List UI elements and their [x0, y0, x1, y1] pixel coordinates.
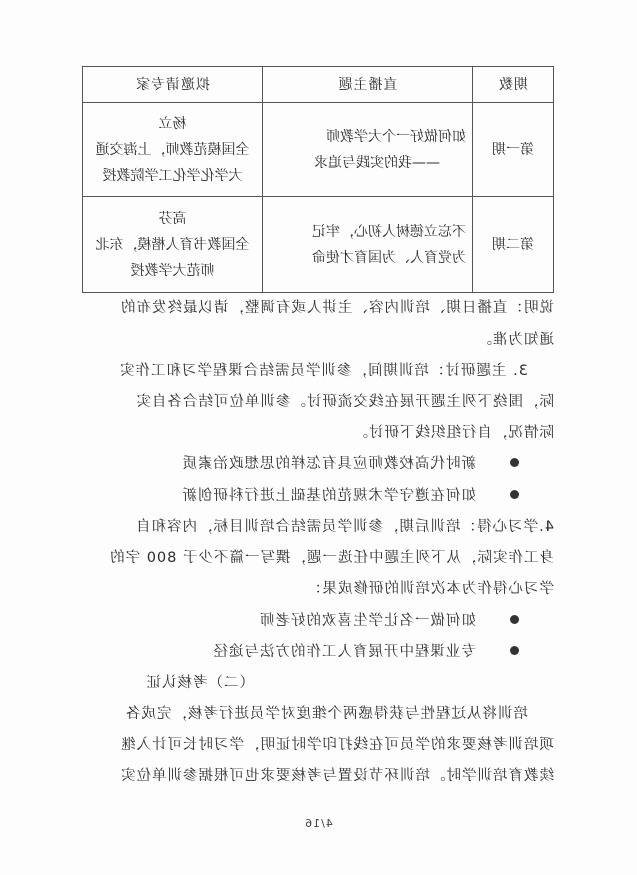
table-row	[83, 197, 554, 293]
topic-line: 如何做好一个大学教师	[326, 128, 466, 145]
essay-topic: 如何做一名让学生喜欢的好老师	[259, 613, 476, 629]
topic-line: ——我的实践与追求	[314, 154, 440, 171]
experts-cell	[83, 103, 263, 197]
list-item	[79, 609, 519, 630]
period-cell: 第一期	[473, 103, 554, 197]
section-heading: （二）考核认证	[145, 675, 254, 691]
live-schedule-table	[82, 66, 554, 293]
schedule-note-line: 说明：直播日期、培训内容、主讲人或有调整，请以最终发布的	[120, 300, 554, 316]
table-row	[83, 103, 554, 197]
expert-title: 师范大学教授	[130, 262, 215, 279]
reflection-paragraph-line: 身工作实际，从下列主题中任选一题，撰写一篇不少于 800 字的	[109, 550, 554, 566]
discussion-paragraph-line: 3. 主题研讨：培训期间，参训学员需结合课程学习和工作实	[119, 363, 528, 379]
expert-name: 杨立	[158, 115, 187, 132]
experts-cell	[83, 197, 263, 293]
assessment-paragraph-line: 项培训考核要求的学员可在线打印学时证明，学习时长可计入继	[120, 737, 554, 753]
header-topic: 直播主题	[263, 67, 473, 103]
assessment-paragraph-line: 续教育培训学时。培训环节设置与考核要求也可根据参训单位实	[120, 768, 554, 784]
header-period: 期数	[473, 67, 554, 103]
discussion-paragraph-line: 际，围绕下列主题开展在线交流研讨。参训单位可结合各自实	[135, 394, 554, 410]
bullet-icon	[510, 490, 519, 499]
bullet-icon	[510, 458, 519, 467]
assessment-paragraph-line: 培训将从过程性与获得感两个维度对学员进行考核，完成各	[125, 706, 528, 722]
period-cell: 第二期	[473, 197, 554, 293]
list-item	[79, 484, 519, 505]
topic-cell	[263, 103, 473, 197]
list-item	[79, 640, 519, 661]
discussion-topic: 新时代高校教师应具有怎样的思想政治素质	[181, 456, 476, 472]
header-experts: 拟邀请专家	[83, 67, 263, 103]
expert-title: 全国模范教师，上海交通	[95, 141, 250, 158]
topic-cell	[263, 197, 473, 293]
expert-title: 全国教书育人楷模，东北	[95, 236, 250, 253]
schedule-note-line: 通知为准。	[476, 332, 554, 348]
discussion-paragraph-line: 际情况，自行组织线下研讨。	[352, 425, 554, 441]
bullet-icon	[510, 615, 519, 624]
expert-name: 高芬	[158, 210, 187, 227]
topic-line: 不忘立德树人初心，牢记	[312, 223, 466, 240]
essay-topic: 专业课程中开展育人工作的方法与途径	[212, 644, 476, 660]
bullet-icon	[510, 646, 519, 655]
reflection-paragraph-line: 4.学习心得：培训后期，参训学员需结合培训目标，内容和自	[135, 519, 554, 535]
page-number: 4/16	[304, 817, 333, 830]
expert-title: 大学化学化工学院教授	[102, 167, 243, 184]
table-header-row	[83, 67, 554, 103]
list-item	[79, 452, 519, 473]
topic-line: 为党育人、为国育才使命	[312, 249, 466, 266]
discussion-topic: 如何在遵守学术规范的基础上进行科研创新	[181, 488, 476, 504]
reflection-paragraph-line: 学习心得作为本次培训的研修成果：	[306, 581, 554, 597]
